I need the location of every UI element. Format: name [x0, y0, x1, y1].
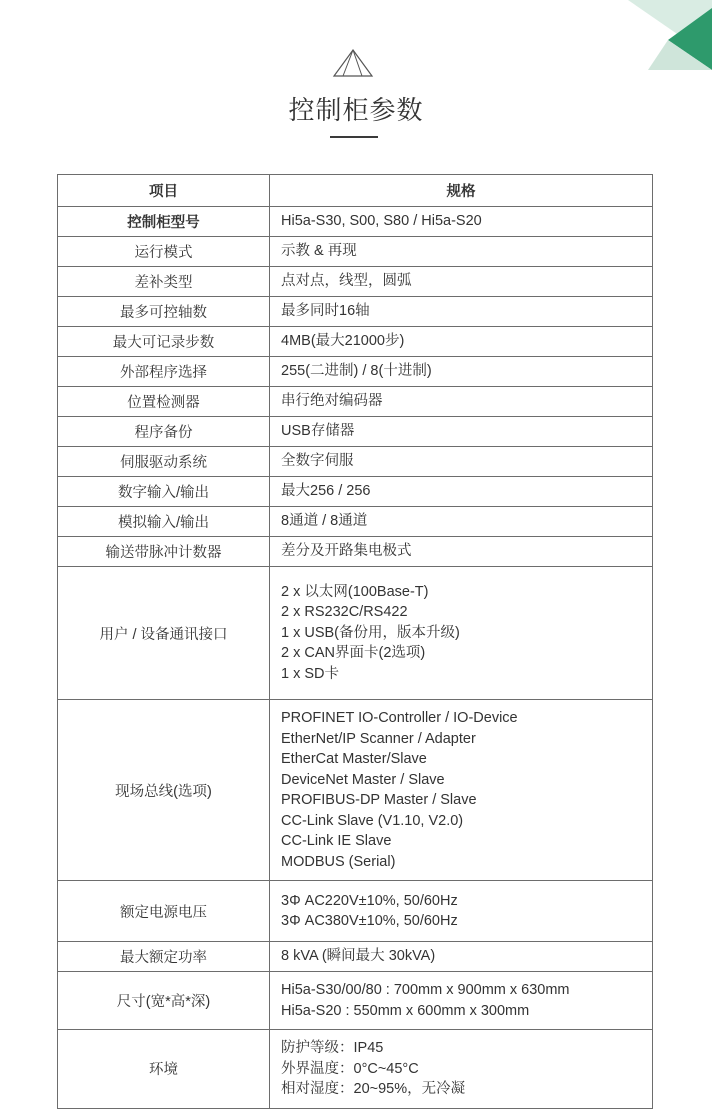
row-label: 外部程序选择 — [58, 357, 270, 387]
header-item: 项目 — [58, 175, 270, 207]
row-value — [270, 267, 653, 297]
value-line: 4MB(最大21000步) — [281, 333, 405, 350]
row-value — [270, 1030, 653, 1109]
value-line: CC-Link Slave (V1.10, V2.0) — [281, 812, 464, 829]
table-row — [58, 237, 653, 267]
row-value — [270, 447, 653, 477]
row-value — [270, 700, 653, 881]
row-value — [270, 972, 653, 1030]
row-value — [270, 417, 653, 447]
value-line: Hi5a-S20 : 550mm x 600mm x 300mm — [281, 1002, 530, 1019]
table-row — [58, 700, 653, 881]
row-value-lines — [281, 946, 652, 967]
row-value-lines — [281, 574, 652, 693]
table-row — [58, 387, 653, 417]
row-label: 最多可控轴数 — [58, 297, 270, 327]
row-label: 运行模式 — [58, 237, 270, 267]
row-label: 伺服驱动系统 — [58, 447, 270, 477]
table-header-row — [58, 175, 653, 207]
value-line: 3Φ AC220V±10%, 50/60Hz — [281, 892, 458, 909]
row-value-lines — [281, 451, 652, 472]
value-line: MODBUS (Serial) — [281, 853, 396, 870]
value-line: 相对湿度：20~95%，无冷凝 — [281, 1081, 466, 1097]
row-value-lines — [281, 361, 652, 382]
value-line: 全数字伺服 — [281, 453, 354, 470]
table-row — [58, 537, 653, 567]
title-underline — [330, 136, 378, 138]
value-line: 2 x CAN界面卡(2选项) — [281, 645, 426, 662]
spec-table — [57, 174, 653, 1109]
row-value — [270, 297, 653, 327]
row-value-lines — [281, 541, 652, 562]
value-line: 1 x SD卡 — [281, 665, 340, 682]
value-line: 8 kVA (瞬间最大 30kVA) — [281, 948, 436, 965]
value-line: 最多同时16轴 — [281, 303, 370, 320]
table-row — [58, 1030, 653, 1109]
row-value — [270, 881, 653, 942]
row-value-lines — [281, 421, 652, 442]
value-line: 示教 & 再现 — [281, 243, 357, 260]
row-value-lines — [281, 481, 652, 502]
row-value-lines — [281, 211, 652, 232]
value-line: 8通道 / 8通道 — [281, 513, 368, 530]
value-line: CC-Link IE Slave — [281, 833, 392, 849]
table-row — [58, 567, 653, 700]
row-value — [270, 327, 653, 357]
value-line: 3Φ AC380V±10%, 50/60Hz — [281, 913, 458, 929]
value-line: PROFIBUS-DP Master / Slave — [281, 792, 477, 808]
value-line: 2 x RS232C/RS422 — [281, 604, 408, 621]
row-label: 控制柜型号 — [58, 207, 270, 237]
header-spec: 规格 — [270, 175, 653, 207]
row-value-lines — [281, 301, 652, 322]
value-line: 1 x USB(备份用，版本升级) — [281, 624, 460, 641]
table-row — [58, 327, 653, 357]
table-row — [58, 417, 653, 447]
value-line: 255(二进制) / 8(十进制) — [281, 363, 432, 380]
value-line: 点对点，线型，圆弧 — [281, 273, 412, 290]
table-row — [58, 207, 653, 237]
table-row — [58, 447, 653, 477]
value-line: DeviceNet Master / Slave — [281, 771, 445, 788]
row-label: 环境 — [58, 1030, 270, 1109]
row-label: 程序备份 — [58, 417, 270, 447]
row-label: 差补类型 — [58, 267, 270, 297]
table-row — [58, 942, 653, 972]
row-value-lines — [281, 700, 652, 880]
table-row — [58, 477, 653, 507]
row-label: 额定电源电压 — [58, 881, 270, 942]
row-value — [270, 357, 653, 387]
row-label: 输送带脉冲计数器 — [58, 537, 270, 567]
row-label: 用户 / 设备通讯接口 — [58, 567, 270, 700]
table-row — [58, 357, 653, 387]
row-label: 数字输入/输出 — [58, 477, 270, 507]
row-value-lines — [281, 391, 652, 412]
row-label: 最大额定功率 — [58, 942, 270, 972]
value-line: EtherCat Master/Slave — [281, 751, 427, 767]
triangle-icon — [332, 48, 374, 78]
value-line: 外界温度：0°C~45°C — [281, 1060, 419, 1077]
table-row — [58, 297, 653, 327]
value-line: Hi5a-S30/00/80 : 700mm x 900mm x 630mm — [281, 982, 570, 998]
row-value-lines — [281, 883, 652, 940]
row-label: 位置检测器 — [58, 387, 270, 417]
table-row — [58, 507, 653, 537]
row-value-lines — [281, 1030, 652, 1108]
row-label: 最大可记录步数 — [58, 327, 270, 357]
row-value — [270, 507, 653, 537]
row-value-lines — [281, 271, 652, 292]
row-value-lines — [281, 972, 652, 1029]
row-value — [270, 537, 653, 567]
row-label: 尺寸(宽*高*深) — [58, 972, 270, 1030]
value-line: PROFINET IO-Controller / IO-Device — [281, 710, 518, 726]
row-value — [270, 207, 653, 237]
page-title: 控制柜参数 — [288, 95, 424, 125]
row-value — [270, 567, 653, 700]
value-line: Hi5a-S30, S00, S80 / Hi5a-S20 — [281, 213, 482, 230]
value-line: 串行绝对编码器 — [281, 393, 383, 410]
value-line: 2 x 以太网(100Base-T) — [281, 583, 429, 600]
value-line: EtherNet/IP Scanner / Adapter — [281, 730, 476, 747]
row-value-lines — [281, 331, 652, 352]
corner-decoration — [628, 0, 712, 76]
value-line: 防护等级：IP45 — [281, 1040, 384, 1056]
table-row — [58, 972, 653, 1030]
row-value — [270, 387, 653, 417]
table-row — [58, 267, 653, 297]
row-value-lines — [281, 241, 652, 262]
value-line: 差分及开路集电极式 — [281, 543, 412, 560]
row-value — [270, 942, 653, 972]
value-line: 最大256 / 256 — [281, 483, 371, 500]
row-label: 现场总线(选项) — [58, 700, 270, 881]
value-line: USB存储器 — [281, 423, 355, 440]
row-value — [270, 237, 653, 267]
row-value-lines — [281, 511, 652, 532]
row-value — [270, 477, 653, 507]
table-row — [58, 881, 653, 942]
row-label: 模拟输入/输出 — [58, 507, 270, 537]
